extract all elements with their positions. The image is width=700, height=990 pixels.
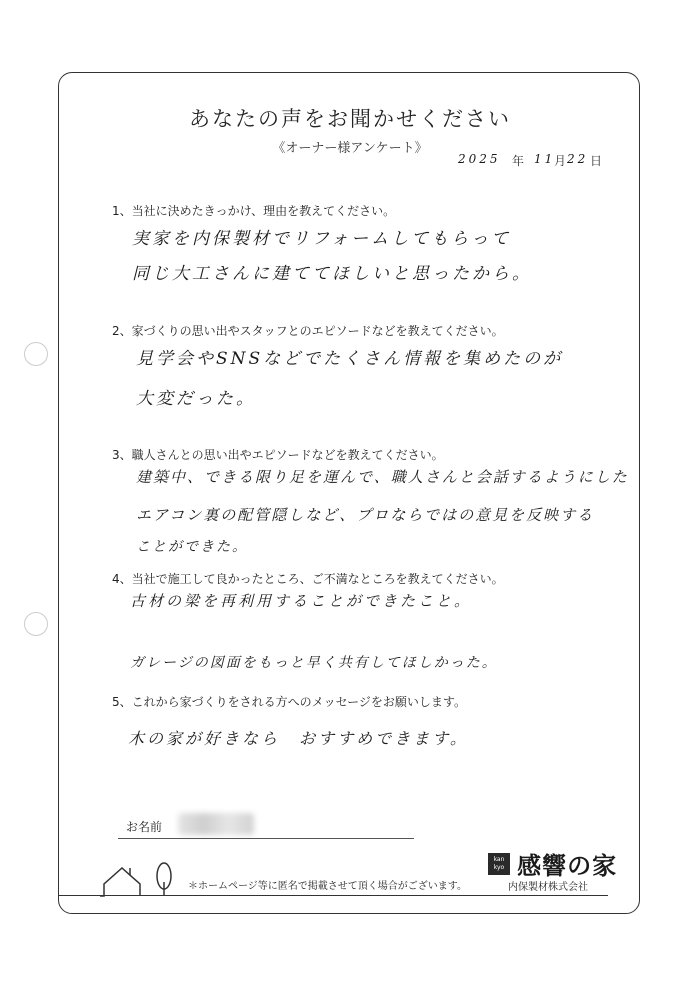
- punch-hole: [24, 612, 48, 636]
- name-redacted: [178, 813, 254, 835]
- answer-4-line-1: 古材の梁を再利用することができたこと。: [130, 592, 473, 610]
- company-name: 内保製材株式会社: [508, 882, 588, 893]
- date-day: 22: [567, 152, 589, 166]
- house-tree-icon: [100, 862, 180, 898]
- name-underline: [118, 838, 414, 839]
- question-2: 2、家づくりの思い出やスタッフとのエピソードなどを教えてください。: [112, 324, 504, 338]
- question-1: 1、当社に決めたきっかけ、理由を教えてください。: [112, 204, 396, 218]
- answer-5-line-1: 木の家が好きなら おすすめできます。: [128, 729, 469, 748]
- answer-2-line-1: 見学会やSNSなどでたくさん情報を集めたのが: [136, 349, 564, 369]
- date-month: 11: [534, 152, 556, 166]
- punch-hole: [24, 342, 48, 366]
- brand-name: 感響の家: [517, 851, 618, 880]
- page-subtitle: 《オーナー様アンケート》: [272, 141, 428, 156]
- date-month-label: 月: [554, 154, 567, 168]
- answer-1-line-1: 実家を内保製材でリフォームしてもらって: [132, 229, 512, 249]
- question-4: 4、当社で施工して良かったところ、ご不満なところを教えてください。: [112, 572, 504, 586]
- brand-mark-icon: kan kyo: [488, 853, 510, 875]
- answer-3-line-1: 建築中、できる限り足を運んで、職人さんと会話するようにした: [136, 468, 629, 486]
- brand-logo: [488, 846, 617, 881]
- answer-4-line-2: ガレージの図面をもっと早く共有してほしかった。: [130, 655, 498, 671]
- answer-3-line-2: エアコン裏の配管隠しなど、プロならではの意見を反映する: [136, 506, 595, 524]
- ground-line: [58, 895, 608, 896]
- question-5: 5、これから家づくりをされる方へのメッセージをお願いします。: [112, 695, 466, 709]
- answer-1-line-2: 同じ大工さんに建ててほしいと思ったから。: [132, 264, 532, 284]
- answer-2-line-2: 大変だった。: [136, 389, 256, 409]
- date-year: 2025: [458, 152, 501, 166]
- page-title: あなたの声をお聞かせください: [189, 107, 511, 131]
- footer-note: ＊ホームページ等に匿名で掲載させて頂く場合がございます。: [188, 881, 467, 892]
- name-label: お名前: [126, 820, 163, 834]
- survey-sheet: [58, 72, 640, 914]
- question-3: 3、職人さんとの思い出やエピソードなどを教えてください。: [112, 448, 444, 462]
- answer-3-line-3: ことができた。: [136, 539, 248, 555]
- date-day-label: 日: [590, 154, 603, 168]
- date-year-label: 年: [512, 154, 525, 168]
